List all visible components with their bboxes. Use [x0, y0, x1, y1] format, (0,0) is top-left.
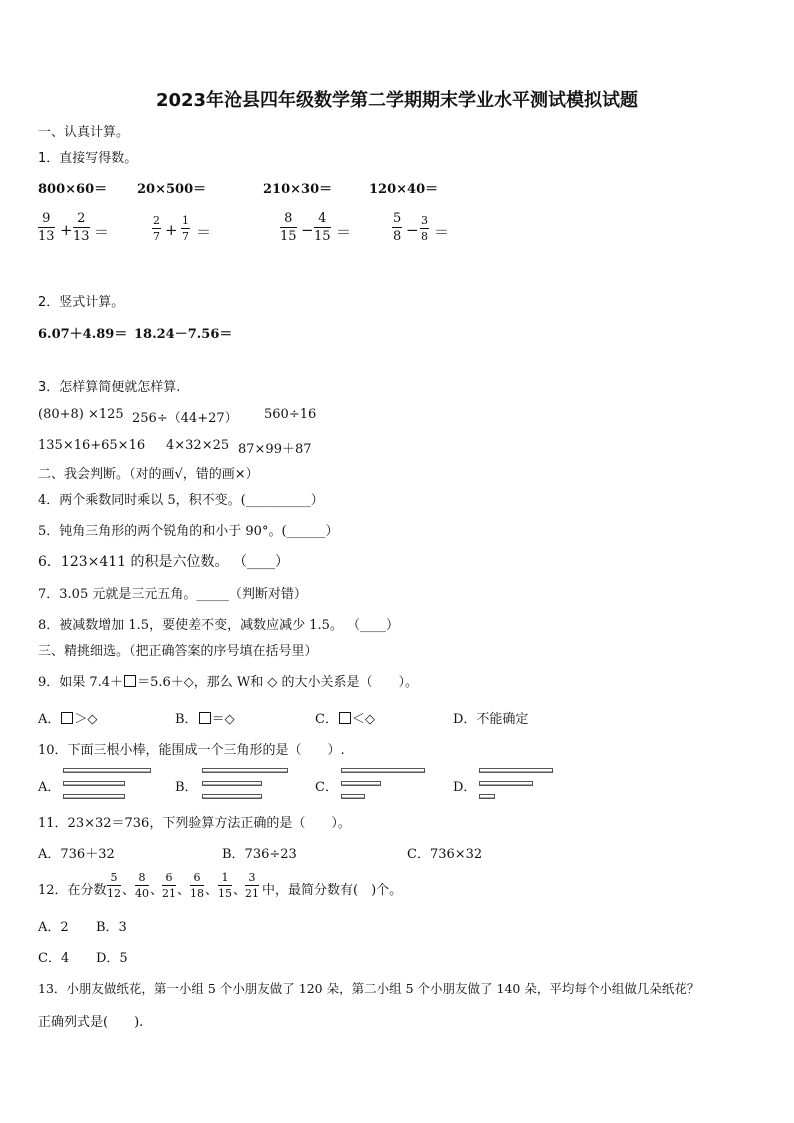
operator: −: [406, 221, 419, 239]
stick-icon: [202, 794, 262, 799]
fraction: $\frac{5}{8}$: [393, 211, 402, 244]
fraction: $\frac{3}{8}$: [421, 214, 428, 243]
stick-icon: [479, 768, 553, 773]
section-1-heading: 一、认真计算。: [38, 125, 130, 140]
calc-item: 120×40＝: [369, 182, 439, 197]
question-5: 5．钝角三角形的两个锐角的和小于 90°。(______）: [38, 524, 339, 539]
equals-sign: ＝: [196, 223, 212, 241]
fraction: $\frac{8}{15}$: [280, 211, 297, 244]
separator: 、: [150, 883, 164, 898]
question-13-line1: 13．小朋友做纸花，第一小组 5 个小朋友做了 120 朵，第二小组 5 个小朋友做了 140 朵，平均每个小组做几朵纸花？: [38, 981, 700, 996]
option-a: A．2: [38, 920, 69, 935]
option-b: B．3: [96, 920, 127, 935]
stick-icon: [63, 794, 125, 799]
section-3-heading: 三、精挑细选。（把正确答案的序号填在括号里）: [38, 644, 318, 659]
option-a: A．736＋32: [38, 847, 115, 862]
option-a: A．: [38, 780, 61, 795]
stick-icon: [341, 781, 381, 786]
option-c: C．736×32: [407, 847, 483, 862]
operator: +: [165, 221, 178, 239]
calc-item: 800×60＝: [38, 182, 108, 197]
question-9-stem-b: ＝5.6＋◇，那么 W和 ◇ 的大小关系是（ ）。: [137, 675, 419, 690]
option-c: C． ＜◇: [315, 712, 375, 727]
square-symbol-icon: [124, 675, 136, 687]
question-11-stem: 11．23×32＝736，下列验算方法正确的是（ ）。: [38, 816, 351, 831]
question-12-stem-a: 12．在分数: [38, 883, 107, 898]
stick-icon: [341, 768, 425, 773]
stick-icon: [202, 768, 288, 773]
calc-item: 256÷（44+27）: [132, 411, 238, 426]
calc-item: 20×500＝: [137, 182, 207, 197]
question-7: 7．3.05 元就是三元五角。_____（判断对错）: [38, 587, 307, 602]
option-d: D．: [453, 780, 477, 795]
question-9: [38, 671, 418, 690]
separator: 、: [122, 883, 136, 898]
fraction: $\frac{1}{15}$: [218, 871, 232, 900]
calc-item: 135×16+65×16: [38, 438, 146, 453]
separator: 、: [205, 883, 219, 898]
fraction: $\frac{3}{21}$: [245, 871, 259, 900]
calc-item: (80+8) ×125: [38, 407, 124, 422]
stick-icon: [202, 781, 262, 786]
fraction: $\frac{1}{7}$: [182, 214, 189, 243]
option-a: A． ＞◇: [38, 712, 98, 727]
operator: +: [60, 221, 73, 239]
fraction: $\frac{4}{15}$: [314, 211, 331, 244]
fraction: $\frac{2}{13}$: [73, 211, 90, 244]
equals-sign: ＝: [434, 223, 450, 241]
option-d: D．5: [96, 951, 128, 966]
calc-item: 210×30＝: [263, 182, 333, 197]
separator: 、: [177, 883, 191, 898]
section-2-heading: 二、我会判断。（对的画√，错的画×）: [38, 467, 259, 482]
square-symbol-icon: [61, 712, 73, 724]
equals-sign: ＝: [94, 223, 110, 241]
operator: −: [301, 221, 314, 239]
question-10-stem: 10．下面三根小棒，能围成一个三角形的是（ ）.: [38, 743, 345, 758]
question-4: 4．两个乘数同时乘以 5，积不变。(__________）: [38, 493, 324, 508]
square-symbol-icon: [339, 712, 351, 724]
question-9-stem-a: 9．如果 7.4＋: [38, 675, 124, 690]
stick-icon: [479, 781, 533, 786]
calc-item: 560÷16: [264, 407, 317, 422]
separator: 、: [233, 883, 247, 898]
fraction: $\frac{6}{21}$: [162, 871, 176, 900]
fraction: $\frac{8}{40}$: [135, 871, 149, 900]
question-8: 8．被减数增加 1.5，要使差不变，减数应减少 1.5。 （____）: [38, 618, 400, 633]
stick-icon: [479, 794, 495, 799]
stick-icon: [63, 768, 151, 773]
option-b: B．736÷23: [222, 847, 297, 862]
stick-icon: [341, 794, 365, 799]
option-c: C．: [315, 780, 338, 795]
equals-sign: ＝: [336, 223, 352, 241]
question-13-line2: 正确列式是( ).: [38, 1015, 144, 1030]
fraction: $\frac{2}{7}$: [153, 214, 160, 243]
question-3-label: 3．怎样算简便就怎样算.: [38, 380, 181, 395]
calc-item: 4×32×25: [166, 438, 230, 453]
calc-item: 87×99＋87: [238, 442, 312, 457]
option-b: B．: [175, 780, 198, 795]
question-2-label: 2．竖式计算。: [38, 295, 125, 310]
option-c: C．4: [38, 951, 70, 966]
square-symbol-icon: [199, 712, 211, 724]
question-1-label: 1．直接写得数。: [38, 151, 138, 166]
fraction: $\frac{9}{13}$: [38, 211, 55, 244]
calc-item: 6.07＋4.89＝: [38, 327, 128, 342]
calc-item: 18.24－7.56＝: [134, 327, 233, 342]
fraction: $\frac{5}{12}$: [107, 871, 121, 900]
question-12-stem-b: 中，最简分数有( )个。: [262, 883, 403, 898]
page-title: 2023年沧县四年级数学第二学期期末学业水平测试模拟试题: [155, 90, 639, 111]
fraction: $\frac{6}{18}$: [190, 871, 204, 900]
option-b: B． ＝◇: [175, 712, 235, 727]
question-6: 6．123×411 的积是六位数。 （____）: [38, 554, 289, 570]
stick-icon: [63, 781, 125, 786]
option-d: D．不能确定: [453, 712, 529, 727]
